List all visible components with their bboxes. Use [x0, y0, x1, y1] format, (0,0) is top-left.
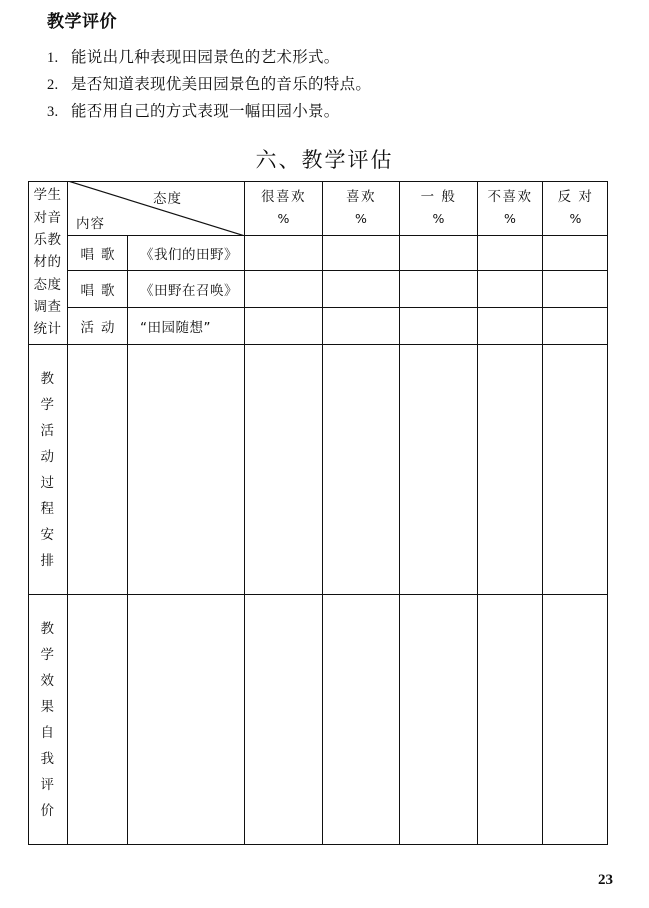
list-item-number: 1.: [47, 50, 59, 66]
list-item-text: 是否知道表现优美田园景色的音乐的特点。: [71, 75, 372, 93]
column-header-label: 反 对: [557, 189, 594, 205]
row-title-label: “田园随想”: [140, 320, 211, 336]
content-header-label: 内容: [76, 216, 105, 232]
section-title: 六、教学评估: [255, 148, 394, 172]
row-group-label-text: 教学活动过程安排: [40, 370, 55, 569]
attitude-header-label: 态度: [153, 191, 182, 207]
table-outer-border: [28, 181, 608, 845]
column-header-label: 很喜欢: [261, 189, 306, 205]
column-header-unit: %: [569, 211, 582, 226]
row-group-label-text: 学生对音乐教材的态度调查统计: [33, 187, 62, 338]
list-item: [47, 98, 547, 125]
list-item-text: 能否用自己的方式表现一幅田园小景。: [71, 102, 340, 120]
page-number: 23: [598, 872, 613, 888]
row-title-label: 《田野在召唤》: [140, 283, 238, 299]
column-header-unit: %: [432, 211, 445, 226]
list-item: [47, 71, 547, 98]
row-group-label-text: 教学效果自我评价: [40, 621, 55, 819]
column-header-label: 不喜欢: [487, 189, 533, 205]
evaluation-heading: 教学评价: [47, 12, 117, 32]
list-item-text: 能说出几种表现田园景色的艺术形式。: [71, 48, 340, 66]
row-type-label: 活动: [80, 320, 122, 336]
list-item-number: 2.: [47, 77, 59, 93]
column-header-label: 喜欢: [346, 189, 376, 205]
column-header-label: 一 般: [420, 189, 457, 205]
list-item: [47, 44, 547, 71]
column-header-unit: %: [355, 211, 367, 226]
column-header-unit: %: [504, 211, 516, 226]
evaluation-list: [47, 44, 547, 125]
row-type-label: 唱歌: [80, 283, 122, 299]
row-title-label: 《我们的田野》: [140, 247, 238, 263]
list-item-number: 3.: [47, 104, 59, 120]
row-type-label: 唱歌: [80, 247, 122, 263]
column-header-unit: %: [277, 211, 290, 226]
evaluation-table: [28, 181, 608, 845]
